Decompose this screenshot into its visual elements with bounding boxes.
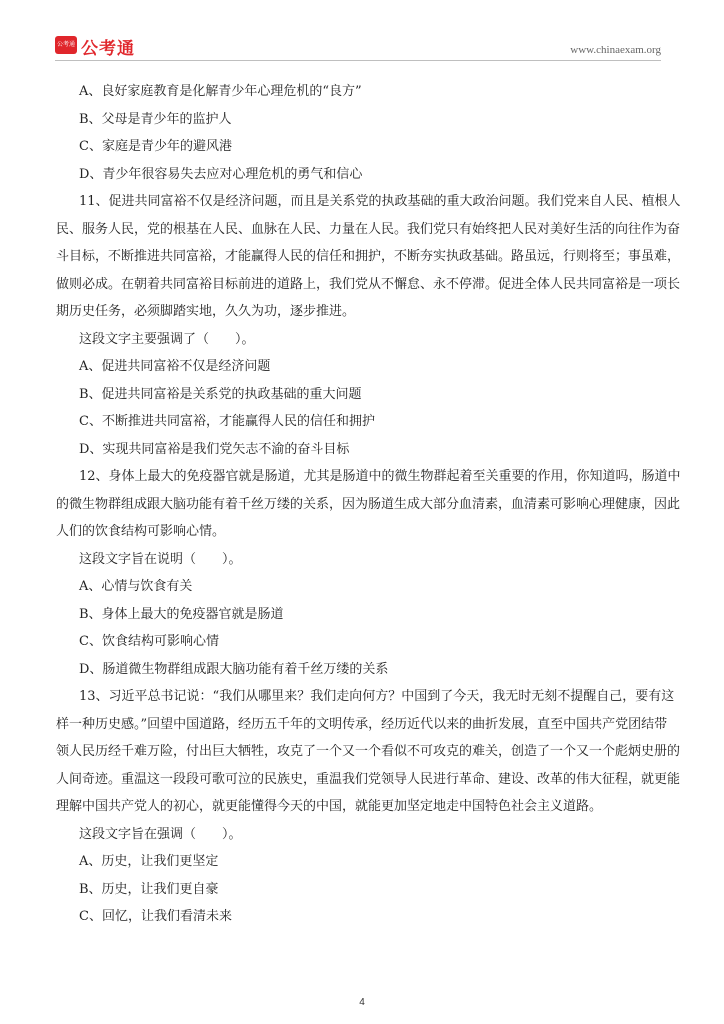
option-line: C、不断推进共同富裕，才能赢得人民的信任和拥护 <box>79 414 375 429</box>
question-12-text: 的微生物群组成跟大脑功能有着千丝万缕的关系，因为肠道生成大部分血清素，血清素可影响心理健康，因此 <box>56 497 681 512</box>
option-line: B、促进共同富裕是关系党的执政基础的重大问题 <box>79 387 362 402</box>
header-divider <box>55 60 661 61</box>
question-11-prompt: 这段文字主要强调了（ ）。 <box>79 332 255 347</box>
question-11-text: 11、促进共同富裕不仅是经济问题，而且是关系党的执政基础的重大政治问题。我们党来自人民、植根人 <box>79 194 681 209</box>
option-line: B、父母是青少年的监护人 <box>79 112 232 127</box>
question-12-prompt: 这段文字旨在说明（ ）。 <box>79 552 242 567</box>
option-line: D、青少年很容易失去应对心理危机的勇气和信心 <box>79 167 363 182</box>
option-line: B、历史，让我们更自豪 <box>79 882 219 897</box>
logo-text: 公考通 <box>81 39 135 59</box>
site-url: www.chinaexam.org <box>570 44 661 56</box>
option-line: C、家庭是青少年的避风港 <box>79 139 232 154</box>
option-line: C、饮食结构可影响心情 <box>79 634 219 649</box>
option-line: D、肠道微生物群组成跟大脑功能有着千丝万缕的关系 <box>79 662 389 677</box>
option-line: B、身体上最大的免疫器官就是肠道 <box>79 607 284 622</box>
question-13-text: 13、习近平总书记说：“我们从哪里来？我们走向何方？中国到了今天，我无时无刻不提醒自己，要有这 <box>79 689 675 704</box>
option-line: A、促进共同富裕不仅是经济问题 <box>79 359 271 374</box>
question-13-text: 样一种历史感。”回望中国道路，经历五千年的文明传承，经历近代以来的曲折发展，直至中国共产党团结带 <box>56 717 668 732</box>
question-12-text: 12、身体上最大的免疫器官就是肠道，尤其是肠道中的微生物群起着至关重要的作用，你知道吗，肠道中 <box>79 469 681 484</box>
option-line: A、心情与饮食有关 <box>79 579 193 594</box>
page-header <box>55 36 661 60</box>
page-number: 4 <box>359 997 365 1008</box>
option-line: D、实现共同富裕是我们党矢志不渝的奋斗目标 <box>79 442 350 457</box>
question-13-text: 人间奇迹。重温这一段段可歌可泣的民族史，重温我们党领导人民进行革命、建设、改革的伟大征程，就更能 <box>56 772 681 787</box>
question-11-text: 做则必成。在朝着共同富裕目标前进的道路上，我们党从不懈怠、永不停滞。促进全体人民共同富裕是一项长 <box>56 277 681 292</box>
option-line: A、良好家庭教育是化解青少年心理危机的“良方” <box>79 84 362 99</box>
question-13-text: 理解中国共产党人的初心，就更能懂得今天的中国，就能更加坚定地走中国特色社会主义道路。 <box>56 799 603 814</box>
question-12-text: 人们的饮食结构可影响心情。 <box>56 524 226 539</box>
question-11-text: 期历史任务，必须脚踏实地，久久为功，逐步推进。 <box>56 304 356 319</box>
option-line: C、回忆，让我们看清未来 <box>79 909 232 924</box>
question-13-prompt: 这段文字旨在强调（ ）。 <box>79 827 242 842</box>
question-11-text: 民、服务人民，党的根基在人民、血脉在人民、力量在人民。我们党只有始终把人民对美好生活的向往作为奋 <box>56 222 681 237</box>
question-13-text: 领人民历经千难万险，付出巨大牺牲，攻克了一个又一个看似不可攻克的难关，创造了一个又一个彪炳史册的 <box>56 744 681 759</box>
option-line: A、历史，让我们更坚定 <box>79 854 219 869</box>
question-11-text: 斗目标，不断推进共同富裕，才能赢得人民的信任和拥护，不断夯实执政基础。路虽远，行则将至；事虽难， <box>56 249 681 264</box>
logo-icon: 公考通 <box>55 36 77 54</box>
